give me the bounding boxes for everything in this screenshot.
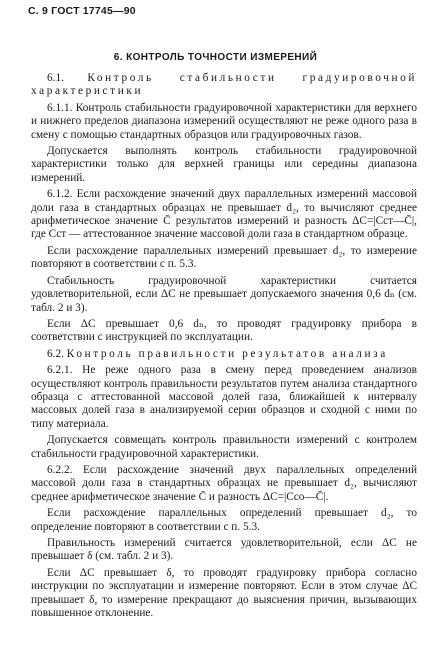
paragraph-6-1-heading: Контроль стабильности градуировочной характеристики: [31, 72, 418, 98]
paragraph-6-2-2c: Правильность измерений считается удовлетворительной, если ΔC не превышает δ (см. табл. 2 и 3).: [31, 537, 417, 563]
paragraph-6-1-2d: Если ΔC превышает 0,6 dₙ, то проводят градуировку прибора в соответствии с инструкцией по эксплуатации.: [31, 317, 417, 344]
paragraph-6-1-1: 6.1.1. Контроль стабильности градуировочной характеристики для верхнего и нижнего пределов диапазона измерений осуществляют не реже одного раза в смену с помощью стандартных образцов или градуировочных газов.: [31, 101, 417, 141]
section-title: 6. КОНТРОЛЬ ТОЧНОСТИ ИЗМЕРЕНИЙ: [113, 52, 318, 63]
paragraph-6-1-number: 6.1.: [47, 72, 64, 84]
paragraph-6-2-number: 6.2.: [47, 347, 64, 360]
paragraph-6-2-1: 6.2.1. Не реже одного раза в смену перед проведением анализов осуществляют контроль правильности результатов путем анализа стандартного образца с аттестованной массовой долей газа, ближайшей к интервалу массовых долей газа в анализируемой серии образцов и сходной с ними по типу материала.: [31, 364, 417, 430]
paragraph-6-2-2d: Если ΔC превышает δ, то проводят градуировку прибора согласно инструкции по эксплуатации и измерение повторяют. Если в этом случае ΔC превышает δ, то измерение прекращают до выяснения причин, вызывающих повышенное отклонение.: [31, 566, 417, 620]
paragraph-6-2-heading: Контроль правильности результатов анализа: [66, 347, 388, 360]
paragraph-6-1-2b: Если расхождение параллельных измерений превышает d₂, то измерение повторяют в соответствии с п. 5.3.: [31, 244, 417, 271]
paragraph-6-2: [31, 348, 417, 361]
document-body: [31, 72, 417, 623]
paragraph-6-2-2b: Если расхождение параллельных определений превышает d₂, то определение повторяют в соответствии с п. 5.3.: [31, 507, 417, 533]
page-header: С. 9 ГОСТ 17745—90: [28, 5, 136, 17]
paragraph-6-1: [31, 72, 417, 99]
paragraph-6-1-2: 6.1.2. Если расхождение значений двух параллельных измерений массовой доли газа в стандартных образцах не превышает d₂, то вычисляют среднее арифметическое значение C̄ результатов измерений и разность ΔC=|Cст—C̄|, где Cст — аттестованное значение массовой доли газа в стандартном образце.: [31, 188, 417, 241]
paragraph-6-1-1b: Допускается выполнять контроль стабильности градуировочной характеристики только для верхней границы или середины диапазона измерений.: [31, 145, 417, 184]
paragraph-6-1-2c: Стабильность градуировочной характеристики считается удовлетворительной, если ΔC не превышает допускаемого значения 0,6 dₙ (см. табл. 2 и 3).: [31, 274, 417, 314]
paragraph-6-2-2: 6.2.2. Если расхождение значений двух параллельных определений массовой доли газа в стандартных образцах не превышает d₂, вычисляют среднее арифметическое значение C̄ и разность ΔC=|Cсо—C̄|.: [31, 463, 417, 503]
paragraph-6-2-1b: Допускается совмещать контроль правильности измерений с контролем стабильности градуировочной характеристики.: [31, 434, 417, 460]
